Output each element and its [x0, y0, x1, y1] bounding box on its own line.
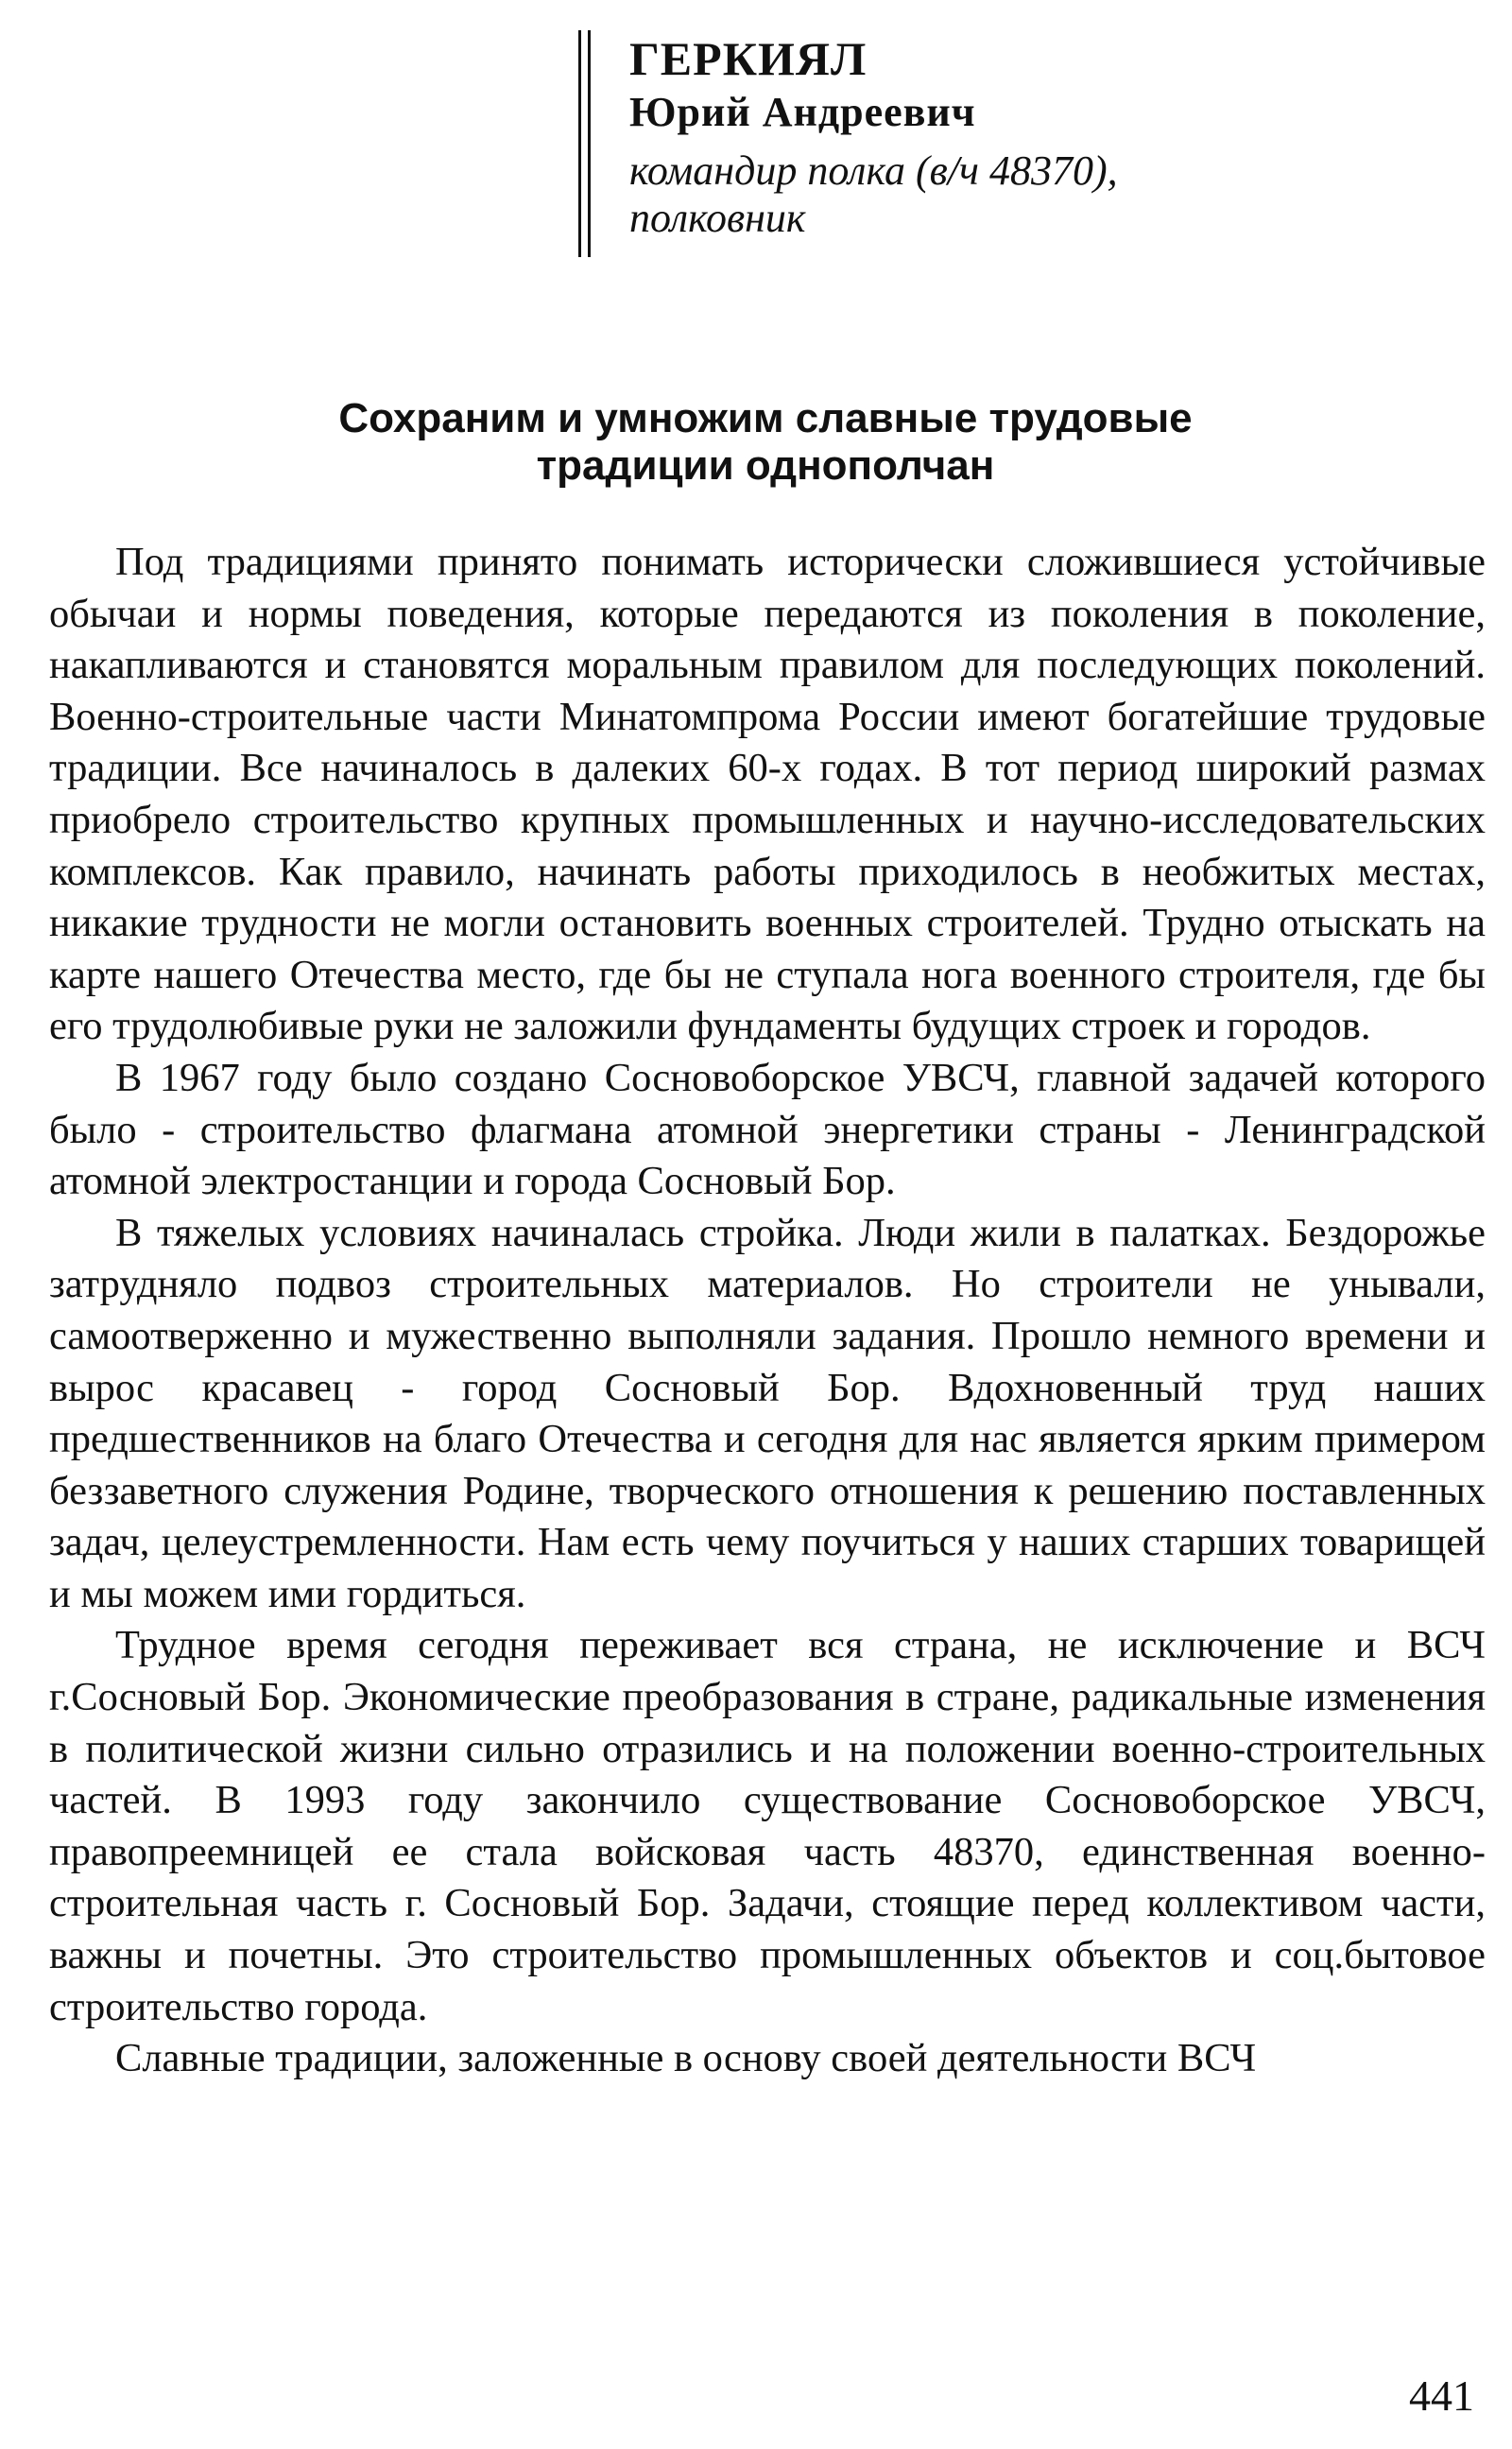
author-name: Юрий Андреевич: [629, 89, 976, 135]
paragraph-4: Трудное время сегодня переживает вся страна, не исключение и ВСЧ г.Сосновый Бор. Экономические преобразования в стране, радикальные изменения в политической жизни сильно отразились и на положении военно-строительных частей. В 1993 году закончило существование Сосновоборское УВСЧ, правопреемницей ее стала войсковая часть 48370, единственная военно-строительная часть г. Сосновый Бор. Задачи, стоящие перед коллективом части, важны и почетны. Это строительство промышленных объектов и соц.бытовое строительство города.: [49, 1623, 1486, 2029]
author-role: [629, 147, 1118, 242]
author-surname: ГЕРКИЯЛ: [629, 32, 868, 85]
author-role-line-1: командир полка (в/ч 48370),: [629, 147, 1118, 194]
vertical-rule-right: [588, 30, 591, 257]
page-number: 441: [1409, 2371, 1474, 2420]
article-title: [151, 395, 1380, 490]
vertical-rule-left: [578, 30, 581, 257]
author-block: [578, 30, 1429, 257]
article-title-line-1: Сохраним и умножим славные трудовые: [338, 395, 1193, 441]
author-info: [629, 30, 1118, 242]
author-role-line-2: полковник: [629, 195, 806, 241]
paragraph-5: Славные традиции, заложенные в основу своей деятельности ВСЧ: [115, 2036, 1257, 2081]
article-body: [49, 537, 1486, 2085]
paragraph-3: В тяжелых условиях начиналась стройка. Люди жили в палатках. Бездорожье затрудняло подвоз строительных материалов. Но строители не унывали, самоотверженно и мужественно выполняли задания. Прошло немного времени и вырос красавец - город Сосновый Бор. Вдохновенный труд наших предшественников на благо Отечества и сегодня для нас является ярким примером беззаветного служения Родине, творческого отношения к решению поставленных задач, целеустремленности. Нам есть чему поучиться у наших старших товарищей и мы можем ими гордиться.: [49, 1210, 1486, 1616]
paragraph-2: В 1967 году было создано Сосновоборское УВСЧ, главной задачей которого было - строительство флагмана атомной энергетики страны - Ленинградской атомной электростанции и города Сосновый Бор.: [49, 1055, 1486, 1204]
paragraph-1: Под традициями принято понимать исторически сложившиеся устойчивые обычаи и нормы поведения, которые передаются из поколения в поколение, накапливаются и становятся моральным правилом для последующих поколений. Военно-строительные части Минатомпрома России имеют богатейшие трудовые традиции. Все начиналось в далеких 60-х годах. В тот период широкий размах приобрело строительство крупных промышленных и научно-исследовательских комплексов. Как правило, начинать работы приходилось в необжитых местах, никакие трудности не могли остановить военных строителей. Трудно отыскать на карте нашего Отечества место, где бы не ступала нога военного строителя, где бы его трудолюбивые руки не заложили фундаменты будущих строек и городов.: [49, 540, 1486, 1049]
article-title-line-2: традиции однополчан: [536, 442, 995, 489]
